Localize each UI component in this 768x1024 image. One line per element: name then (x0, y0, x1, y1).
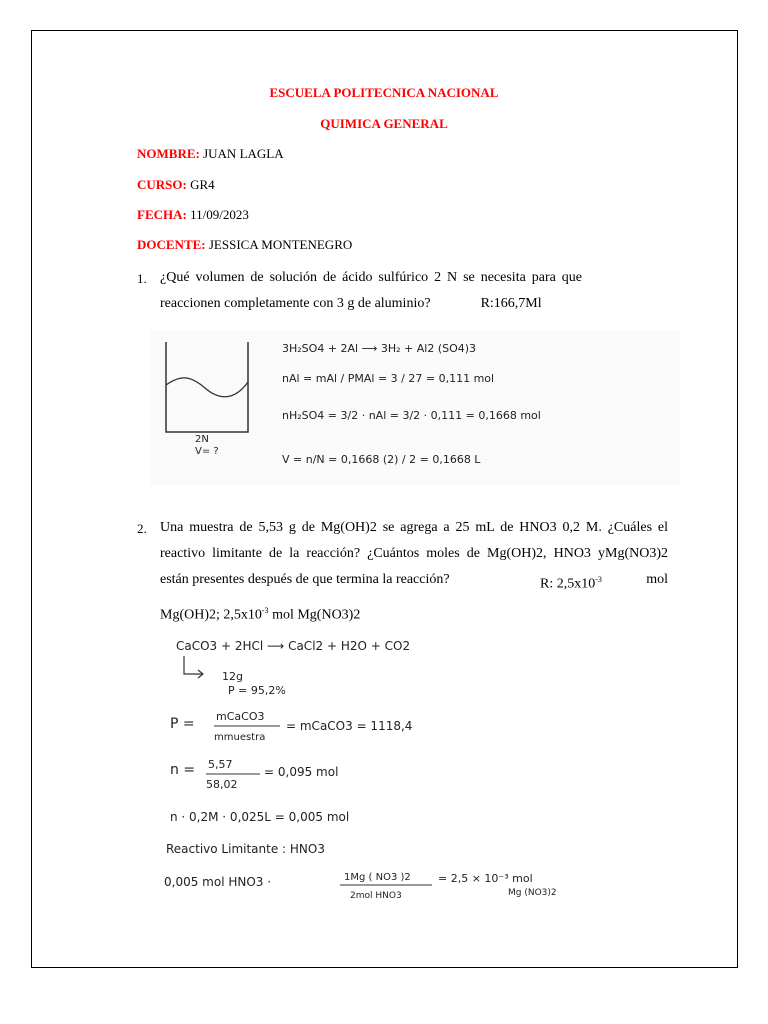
question-text (160, 291, 582, 317)
question-2 (160, 515, 668, 628)
equation-rhs: = 0,095 mol (264, 765, 339, 779)
equation: n · 0,2M · 0,025L = 0,005 mol (170, 810, 350, 824)
equation-lhs: n = (170, 762, 196, 778)
equation: CaCO3 + 2HCl ⟶ CaCl2 + H2O + CO2 (176, 639, 411, 653)
fraction-num: 1Mg ( NO3 )2 (344, 872, 411, 883)
field-value: 11/09/2023 (190, 207, 249, 222)
equation: nH₂SO4 = 3/2 · nAl = 3/2 · 0,111 = 0,1668 mol (282, 409, 541, 422)
equation: 3H₂SO4 + 2Al ⟶ 3H₂ + Al2 (SO4)3 (282, 342, 477, 355)
fraction-num: 5,57 (208, 758, 233, 771)
limiting-reagent: Reactivo Limitante : HNO3 (166, 842, 325, 856)
fraction-den: 58,02 (206, 778, 238, 791)
equation-rhs: = 2,5 × 10⁻³ mol (438, 872, 533, 885)
exponent: -3 (595, 575, 602, 584)
field-teacher (137, 237, 352, 253)
subject-title: QUIMICA GENERAL (320, 116, 448, 131)
mass-value: 12g (222, 670, 243, 683)
field-value: GR4 (190, 177, 215, 192)
equation: nAl = mAl / PMAl = 3 / 27 = 0,111 mol (282, 372, 495, 385)
question-text-part: reaccionen completamente con 3 g de aluminio? (160, 296, 431, 311)
beaker-label: V= ? (195, 446, 219, 457)
q1-handwritten-work (150, 330, 680, 490)
equation-rhs: = mCaCO3 = 1118,4 (286, 719, 413, 733)
question-text: Una muestra de 5,53 g de Mg(OH)2 se agrega a 25 mL de HNO3 0,2 M. ¿Cuáles el (160, 520, 668, 535)
answer-part: mol (646, 572, 668, 587)
question-text-part: están presentes después de que termina la reacción? (160, 572, 450, 587)
answer-part: Mg(OH)2; 2,5x10 (160, 607, 262, 623)
purity-value: P = 95,2% (228, 684, 286, 697)
question-number: 2. (137, 521, 147, 536)
field-value: JESSICA MONTENEGRO (208, 237, 353, 252)
q2-handwritten-work (160, 620, 675, 905)
fraction-num: mCaCO3 (216, 710, 265, 723)
field-label: DOCENTE: (137, 237, 206, 252)
answer-text: R:166,7Ml (480, 296, 542, 311)
field-label: CURSO: (137, 177, 187, 192)
equation-lhs: 0,005 mol HNO3 · (164, 875, 272, 889)
fraction-den: mmuestra (214, 732, 266, 743)
question-text: reactivo limitante de la reacción? ¿Cuántos moles de Mg(OH)2, HNO3 yMg(NO3)2 (160, 546, 668, 561)
question-number: 1. (137, 271, 147, 286)
beaker-label: 2N (195, 434, 209, 445)
school-title: ESCUELA POLITECNICA NACIONAL (269, 85, 499, 100)
fraction-den: 2mol HNO3 (350, 891, 402, 901)
question-text (160, 567, 668, 598)
field-label: FECHA: (137, 207, 187, 222)
field-label: NOMBRE: (137, 146, 200, 161)
unit-label: Mg (NO3)2 (508, 888, 557, 898)
question-text: ¿Qué volumen de solución de ácido sulfúrico 2 N se necesita para que (160, 270, 582, 285)
field-course (137, 177, 215, 193)
field-value: JUAN LAGLA (203, 146, 284, 161)
exponent: -3 (261, 605, 269, 615)
equation: V = n/N = 0,1668 (2) / 2 = 0,1668 L (282, 453, 481, 466)
field-date (137, 207, 249, 223)
equation-lhs: P = (170, 716, 195, 732)
answer-part: mol Mg(NO3)2 (268, 607, 361, 623)
question-1 (160, 265, 582, 317)
answer-part: R: 2,5x10 (540, 576, 596, 592)
answer-text (540, 567, 668, 598)
field-name (137, 146, 284, 162)
